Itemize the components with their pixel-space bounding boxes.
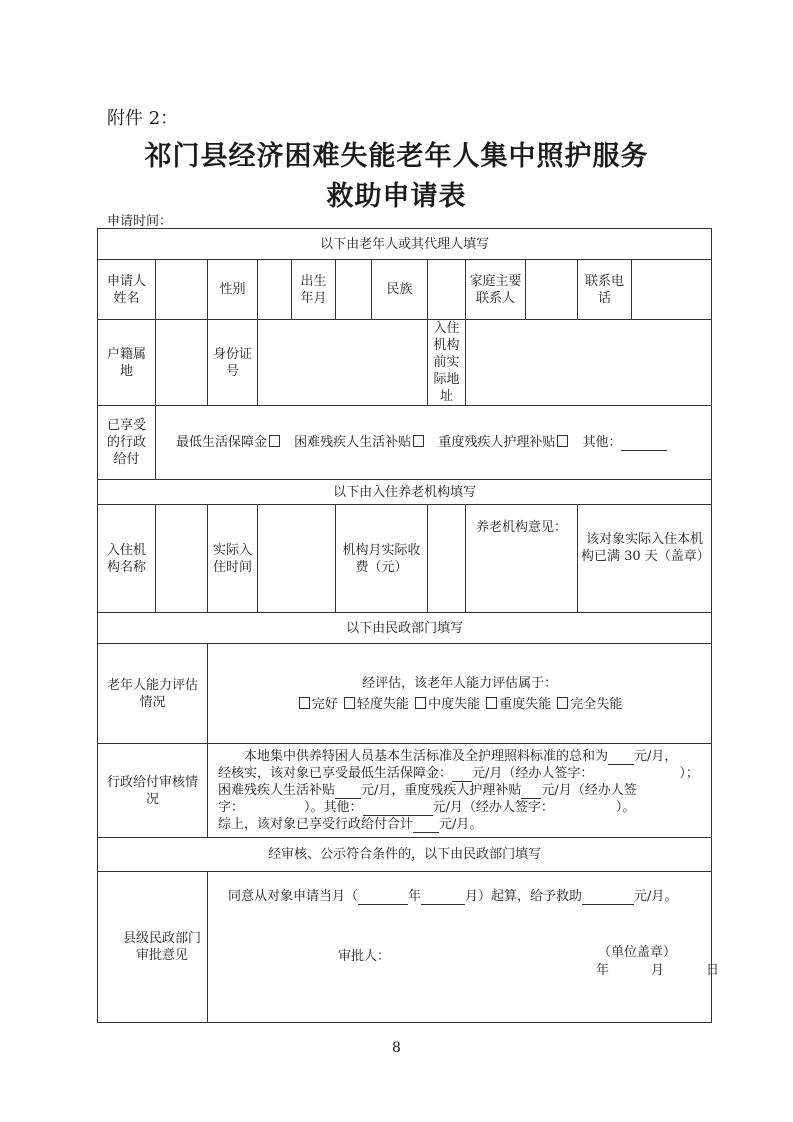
approval-text-start: 同意从对象申请当月（ bbox=[228, 889, 359, 904]
review-line-5-text: 综上，该对象已享受行政给付合计 bbox=[218, 817, 414, 832]
address-field[interactable] bbox=[466, 320, 712, 406]
ability-checkbox-1[interactable] bbox=[299, 697, 310, 709]
benefit-review-content bbox=[208, 744, 712, 838]
approval-amount-field[interactable] bbox=[582, 904, 634, 905]
review-line-2-end: ）； bbox=[679, 766, 699, 781]
section-header-institution: 以下由入住养老机构填写 bbox=[98, 480, 712, 505]
approval-date-month: 月 bbox=[651, 963, 665, 978]
family-contact-field[interactable] bbox=[526, 260, 578, 320]
gender-field[interactable] bbox=[258, 260, 292, 320]
ability-assessment-intro: 经评估，该老年人能力评估属于： bbox=[362, 675, 558, 691]
ability-option-3: 中度失能 bbox=[428, 696, 481, 712]
benefit-checkbox-2[interactable] bbox=[413, 435, 424, 447]
review-line-1-text: 本地集中供养特困人员基本生活标准及全护理照料标准的总和为 bbox=[244, 749, 609, 764]
approver-label: 审批人： bbox=[338, 949, 391, 964]
review-line-3-text: 困难残疾人生活补贴 bbox=[218, 783, 336, 798]
section-header-approval: 经审核、公示符合条件的，以下由民政部门填写 bbox=[98, 838, 712, 872]
hukou-label: 户籍属地 bbox=[98, 320, 156, 406]
gender-label: 性别 bbox=[208, 260, 258, 320]
phone-field[interactable] bbox=[632, 260, 712, 320]
review-line-1-unit: 元/月， bbox=[634, 749, 678, 764]
phone-label: 联系电话 bbox=[578, 260, 632, 320]
page-number: 8 bbox=[392, 1040, 401, 1056]
family-contact-label: 家庭主要联系人 bbox=[466, 260, 526, 320]
review-total-field[interactable] bbox=[413, 832, 439, 833]
benefit-option-2: 困难残疾人生活补贴 bbox=[294, 435, 412, 450]
address-label: 入住机构前实际地址 bbox=[428, 320, 466, 406]
name-label: 申请人姓名 bbox=[98, 260, 156, 320]
ability-assessment-content bbox=[208, 644, 712, 744]
attachment-label: 附件 2： bbox=[107, 108, 179, 129]
ability-option-4: 重度失能 bbox=[499, 696, 552, 712]
form-title-line-1: 祁门县经济困难失能老年人集中照护服务 bbox=[144, 141, 649, 172]
benefit-review-label: 行政给付审核情况 bbox=[98, 744, 208, 838]
institution-name-field[interactable] bbox=[156, 505, 208, 613]
review-line-4-unit: 元/月（经办人签字： bbox=[432, 800, 554, 815]
ability-option-1: 完好 bbox=[311, 696, 338, 712]
ability-option-5: 完全失能 bbox=[570, 696, 623, 712]
institution-opinion[interactable]: 养老机构意见： bbox=[466, 505, 578, 613]
benefit-option-1: 最低生活保障金 bbox=[176, 435, 268, 450]
approval-year-field[interactable] bbox=[358, 904, 408, 905]
review-line-2-unit: 元/月（经办人签字： bbox=[472, 766, 594, 781]
ethnic-label: 民族 bbox=[372, 260, 428, 320]
approval-date-year: 年 bbox=[596, 963, 610, 978]
application-form-table bbox=[97, 228, 720, 1023]
benefits-label: 已享受的行政给付 bbox=[98, 406, 156, 480]
approval-label: 县级民政部门审批意见 bbox=[98, 872, 208, 1023]
approval-text-mid: 月）起算，给予救助 bbox=[465, 889, 583, 904]
benefit-option-3: 重度残疾人护理补贴 bbox=[438, 435, 556, 450]
ethnic-field[interactable] bbox=[428, 260, 466, 320]
benefit-checkbox-1[interactable] bbox=[269, 435, 280, 447]
review-line-4-text: 字： bbox=[218, 800, 245, 815]
monthly-fee-label: 机构月实际收费（元） bbox=[336, 505, 428, 613]
benefit-other-field[interactable] bbox=[621, 450, 667, 451]
ability-checkbox-5[interactable] bbox=[557, 697, 568, 709]
section-header-civil-affairs: 以下由民政部门填写 bbox=[98, 613, 712, 644]
ability-checkbox-3[interactable] bbox=[415, 697, 426, 709]
institution-name-label: 入住机构名称 bbox=[98, 505, 156, 613]
approval-month-field[interactable] bbox=[421, 904, 465, 905]
review-line-3-mid: 元/月，重度残疾人护理补贴 bbox=[361, 783, 522, 798]
benefit-checkbox-3[interactable] bbox=[557, 435, 568, 447]
benefits-options bbox=[156, 406, 712, 480]
ability-checkbox-4[interactable] bbox=[486, 697, 497, 709]
id-label: 身份证号 bbox=[208, 320, 258, 406]
monthly-fee-field[interactable] bbox=[428, 505, 466, 613]
unit-seal-label: （单位盖章） bbox=[598, 945, 677, 960]
ability-option-2: 轻度失能 bbox=[356, 696, 409, 712]
review-line-5-unit: 元/月。 bbox=[439, 817, 483, 832]
benefit-other-label: 其他： bbox=[582, 435, 622, 450]
review-line-3-end: 元/月（经办人签 bbox=[541, 783, 637, 798]
id-field[interactable] bbox=[258, 320, 428, 406]
review-line-4-other: ）。其他： bbox=[304, 800, 363, 815]
birth-field[interactable] bbox=[336, 260, 372, 320]
review-line-4-end: ）。 bbox=[615, 800, 636, 815]
approval-date-day: 日 bbox=[706, 963, 720, 978]
apply-time-label: 申请时间： bbox=[107, 214, 173, 229]
form-title-line-2: 救助申请表 bbox=[326, 181, 467, 212]
birth-label: 出生年月 bbox=[292, 260, 336, 320]
approval-text-end: 元/月。 bbox=[634, 889, 678, 904]
ability-checkbox-2[interactable] bbox=[344, 697, 355, 709]
ability-assessment-label: 老年人能力评估情况 bbox=[98, 644, 208, 744]
review-line-2-text: 经核实，该对象已享受最低生活保障金： bbox=[218, 766, 453, 781]
approval-content bbox=[208, 872, 720, 1023]
checkin-time-field[interactable] bbox=[258, 505, 336, 613]
section-header-applicant: 以下由老年人或其代理人填写 bbox=[98, 229, 712, 260]
approval-year-label: 年 bbox=[408, 889, 422, 904]
hukou-field[interactable] bbox=[156, 320, 208, 406]
name-field[interactable] bbox=[156, 260, 208, 320]
institution-confirm: 该对象实际入住本机构已满 30 天（盖章） bbox=[578, 505, 712, 613]
checkin-time-label: 实际入住时间 bbox=[208, 505, 258, 613]
